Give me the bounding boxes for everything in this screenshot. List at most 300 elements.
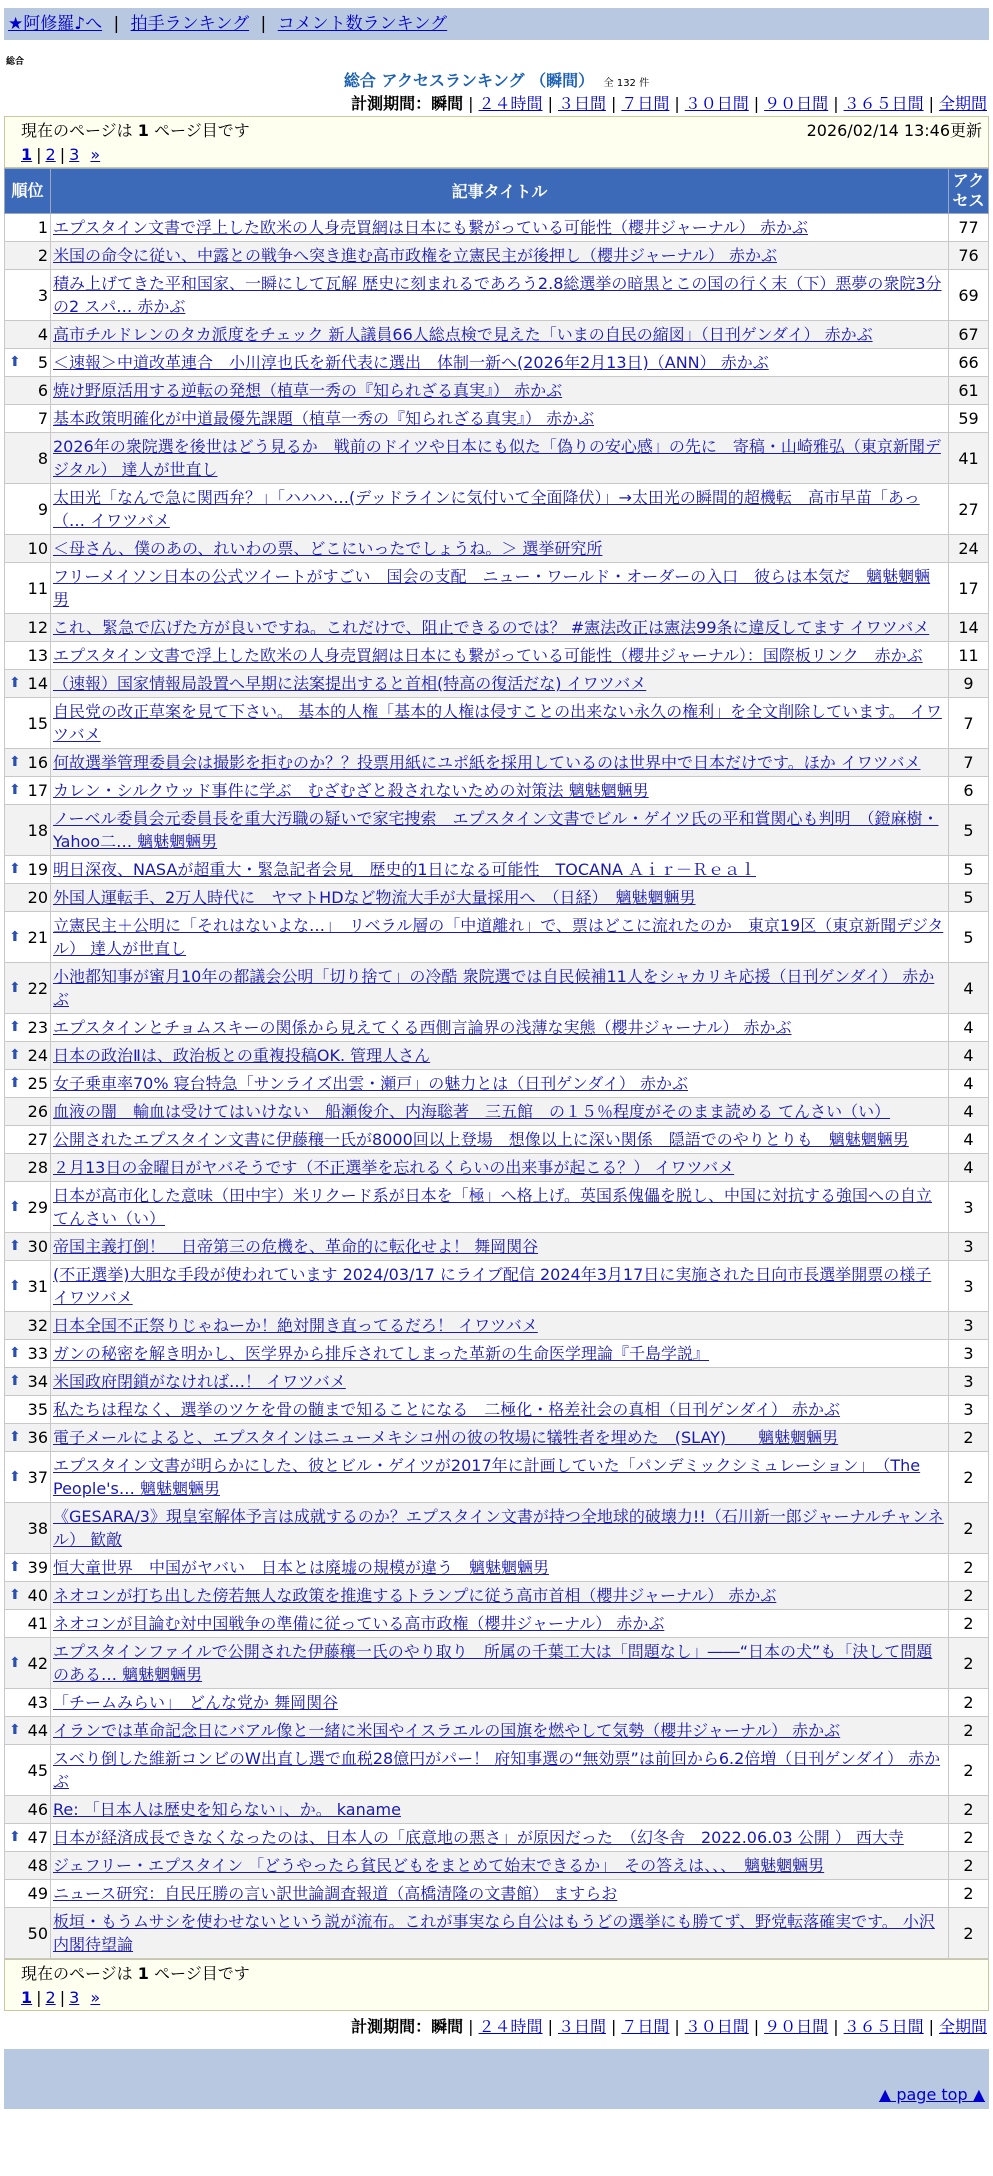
article-title-link[interactable]: 小池都知事が蜜月10年の都議会公明「切り捨て」の冷酷 衆院選では自民候補11人をシャカリキ応援（日刊ゲンダイ） 赤かぶ <box>53 967 935 1009</box>
rank-up-arrow-icon: ⬆ <box>9 1277 21 1294</box>
access-count: 2 <box>949 1582 989 1610</box>
table-row <box>5 912 989 963</box>
rank-cell <box>5 1233 51 1261</box>
rank-cell <box>5 1582 51 1610</box>
rank-number: 46 <box>27 1800 48 1819</box>
article-title-link[interactable]: 板垣・もうムサシを使わせないという説が流布。これが事実なら自公はもうどの選挙にも勝てず、野党転落確実です。 小沢内閣待望論 <box>53 1912 935 1954</box>
article-title-link[interactable]: エプスタイン文書で浮上した欧米の人身売買網は日本にも繋がっている可能性（櫻井ジャーナル） 赤かぶ <box>53 218 809 237</box>
article-title-link[interactable]: 積み上げてきた平和国家、一瞬にして瓦解 歴史に刻まれるであろう2.8総選挙の暗黒とこの国の行く末（下）悪夢の衆院3分の2 スパ… 赤かぶ <box>53 274 942 316</box>
access-count: 76 <box>949 242 989 270</box>
rank-cell <box>5 884 51 912</box>
article-title-link[interactable]: エプスタイン文書で浮上した欧米の人身売買網は日本にも繋がっている可能性（櫻井ジャーナル）：国際板リンク 赤かぶ <box>53 646 923 665</box>
period-link[interactable]: ２４時間 <box>478 94 543 113</box>
article-title-link[interactable]: エプスタインとチョムスキーの関係から見えてくる西側言論界の浅薄な実態（櫻井ジャーナル） 赤かぶ <box>53 1018 792 1037</box>
article-title-link[interactable]: イランでは革命記念日にバアル像と一緒に米国やイスラエルの国旗を燃やして気勢（櫻井ジャーナル） 赤かぶ <box>53 1721 841 1740</box>
rank-number: 45 <box>27 1760 48 1780</box>
page-1-link[interactable]: 1 <box>21 145 33 164</box>
rank-up-arrow-icon: ⬆ <box>9 1345 21 1361</box>
title-cell <box>51 1261 949 1312</box>
period-link[interactable]: ７日間 <box>621 94 670 113</box>
rank-cell <box>5 405 51 433</box>
rank-cell <box>5 1824 51 1852</box>
rank-cell <box>5 1452 51 1503</box>
rank-number: 40 <box>27 1586 48 1605</box>
article-title-link[interactable]: フリーメイソン日本の公式ツイートがすごい 国会の支配 ニュー・ワールド・オーダーの入口 彼らは本気だ 魑魅魍魎男 <box>53 567 931 609</box>
rank-number: 31 <box>27 1276 48 1296</box>
title-cell <box>51 349 949 377</box>
article-title-link[interactable]: 高市チルドレンのタカ派度をチェック 新人議員66人総点検で見えた「いまの自民の縮図」（日刊ゲンダイ） 赤かぶ <box>53 325 873 344</box>
article-title-link[interactable]: ネオコンが打ち出した傍若無人な政策を推進するトランプに従う高市首相（櫻井ジャーナル） 赤かぶ <box>53 1586 777 1605</box>
access-count: 66 <box>949 349 989 377</box>
page-info-box <box>4 116 989 168</box>
page-title-text: 総合 アクセスランキング （瞬間） <box>343 71 595 90</box>
title-cell <box>51 1745 949 1796</box>
rank-number: 43 <box>27 1693 48 1712</box>
table-row <box>5 614 989 642</box>
rank-cell <box>5 377 51 405</box>
title-cell <box>51 1554 949 1582</box>
article-title-link[interactable]: 何故選挙管理委員会は撮影を拒むのか？？投票用紙にユポ紙を採用しているのは世界中で日本だけです。ほか イワツバメ <box>53 753 921 772</box>
table-row <box>5 1396 989 1424</box>
rank-up-arrow-icon: ⬆ <box>9 1019 21 1035</box>
page-1-link[interactable]: 1 <box>21 1988 33 2007</box>
table-row <box>5 856 989 884</box>
article-title-link[interactable]: (不正選挙)大胆な手段が使われています 2024/03/17 にライブ配信 2024年3月17日に実施された日向市長選挙開票の様子 イワツバメ <box>53 1265 932 1307</box>
column-header-access: アクセス <box>949 169 989 214</box>
table-row <box>5 642 989 670</box>
access-count: 5 <box>949 912 989 963</box>
access-count: 2 <box>949 1796 989 1824</box>
title-cell <box>51 1126 949 1154</box>
rank-number: 22 <box>27 978 48 998</box>
article-title-link[interactable]: 自民党の改正草案を見て下さい。 基本的人権「基本的人権は侵すことの出来ない永久の権利」を全文削除しています。 イワツバメ <box>53 702 942 744</box>
period-label: 計測期間： <box>351 2017 432 2036</box>
next-page-link[interactable]: » <box>90 1988 101 2007</box>
rank-cell <box>5 1042 51 1070</box>
rank-cell <box>5 1503 51 1554</box>
table-row <box>5 1717 989 1745</box>
rank-cell <box>5 433 51 484</box>
table-row <box>5 214 989 242</box>
title-cell <box>51 377 949 405</box>
current-page-number: 1 <box>137 121 149 140</box>
rank-number: 8 <box>37 448 48 468</box>
table-row <box>5 1908 989 1959</box>
article-title-link[interactable]: 《GESARA/3》現皇室解体予言は成就するのか？エプスタイン文書が持つ全地球的破壊力!!（石川新一郎ジャーナルチャンネル） 歓敵 <box>53 1507 944 1549</box>
rank-number: 27 <box>27 1130 48 1149</box>
rank-number: 30 <box>27 1237 48 1256</box>
rank-number: 6 <box>37 381 48 400</box>
table-row <box>5 698 989 749</box>
rank-cell <box>5 214 51 242</box>
access-count: 11 <box>949 642 989 670</box>
access-count: 69 <box>949 270 989 321</box>
current-page-text: 現在のページは 1 ページ目です <box>21 121 250 140</box>
access-count: 3 <box>949 1233 989 1261</box>
title-cell <box>51 1852 949 1880</box>
access-count: 6 <box>949 777 989 805</box>
title-cell <box>51 1796 949 1824</box>
access-count: 41 <box>949 433 989 484</box>
rank-cell <box>5 1126 51 1154</box>
article-title-link[interactable]: 米国政府閉鎖がなければ…！ イワツバメ <box>53 1372 346 1391</box>
rank-cell <box>5 1880 51 1908</box>
column-header-rank: 順位 <box>5 169 51 214</box>
table-row <box>5 349 989 377</box>
access-count: 4 <box>949 1098 989 1126</box>
title-cell <box>51 1368 949 1396</box>
period-separator: | <box>753 94 760 113</box>
access-count: 2 <box>949 1824 989 1852</box>
table-row <box>5 1689 989 1717</box>
rank-up-arrow-icon: ⬆ <box>9 1075 21 1091</box>
period-link[interactable]: 全期間 <box>938 94 987 113</box>
period-link[interactable]: ２４時間 <box>478 2017 543 2036</box>
access-count: 14 <box>949 614 989 642</box>
title-cell <box>51 1717 949 1745</box>
title-cell <box>51 270 949 321</box>
title-cell <box>51 1154 949 1182</box>
title-cell <box>51 1452 949 1503</box>
rank-cell <box>5 856 51 884</box>
article-title-link[interactable]: Re: 「日本人は歴史を知らない」、か。 kaname <box>53 1800 401 1819</box>
period-link[interactable]: 全期間 <box>938 2017 987 2036</box>
rank-number: 41 <box>27 1614 48 1633</box>
rank-cell <box>5 642 51 670</box>
title-cell <box>51 614 949 642</box>
access-count: 5 <box>949 805 989 856</box>
period-link[interactable]: ３０日間 <box>684 2017 749 2036</box>
access-count: 2 <box>949 1880 989 1908</box>
period-separator: | <box>610 2017 617 2036</box>
rank-up-arrow-icon: ⬆ <box>9 1722 21 1738</box>
rank-cell <box>5 1689 51 1717</box>
rank-up-arrow-icon: ⬆ <box>9 928 21 945</box>
page-3-link[interactable]: 3 <box>69 145 80 164</box>
access-count: 2 <box>949 1717 989 1745</box>
access-count: 24 <box>949 535 989 563</box>
period-separator: | <box>928 94 934 113</box>
rank-cell <box>5 1098 51 1126</box>
article-title-link[interactable]: 公開されたエプスタイン文書に伊藤穰一氏が8000回以上登場 想像以上に深い関係 隠語でのやりとりも 魑魅魍魎男 <box>53 1130 909 1149</box>
rank-cell <box>5 1638 51 1689</box>
rank-cell <box>5 1154 51 1182</box>
article-title-link[interactable]: 帝国主義打倒！ 日帝第三の危機を、革命的に転化せよ！ 舞岡関谷 <box>53 1237 539 1256</box>
article-title-link[interactable]: 電子メールによると、エプスタインはニューメキシコ州の彼の牧場に犠牲者を埋めた (SLAY) 魑魅魍魎男 <box>53 1428 839 1447</box>
rank-up-arrow-icon: ⬆ <box>9 979 21 996</box>
article-title-link[interactable]: 日本全国不正祭りじゃねーか！絶対開き直ってるだろ！ イワツバメ <box>53 1316 538 1335</box>
article-title-link[interactable]: ２月13日の金曜日がヤバそうです（不正選挙を忘れるくらいの出来事が起こる？） イワツバメ <box>53 1158 735 1177</box>
period-link[interactable]: ９０日間 <box>764 2017 829 2036</box>
article-title-link[interactable]: ＜母さん、僕のあの、れいわの票、どこにいったでしょうね。＞ 選挙研究所 <box>53 539 603 558</box>
table-row <box>5 805 989 856</box>
page-3-link[interactable]: 3 <box>69 1988 80 2007</box>
rank-cell <box>5 749 51 777</box>
article-title-link[interactable]: ジェフリー・エプスタイン 「どうやったら貧民どもをまとめて始末できるか」 その答えは、、、 魑魅魍魎男 <box>53 1856 825 1875</box>
table-row <box>5 1340 989 1368</box>
title-cell <box>51 1182 949 1233</box>
table-row <box>5 1368 989 1396</box>
title-cell <box>51 1503 949 1554</box>
rank-cell <box>5 1396 51 1424</box>
rank-number: 23 <box>27 1018 48 1037</box>
page-2-link[interactable]: 2 <box>45 145 56 164</box>
rank-cell <box>5 912 51 963</box>
article-title-link[interactable]: 女子乗車率70% 寝台特急「サンライズ出雲・瀬戸」の魅力とは（日刊ゲンダイ） 赤かぶ <box>53 1074 689 1093</box>
article-title-link[interactable]: ガンの秘密を解き明かし、医学界から排斥されてしまった革新の生命医学理論『千島学説』 <box>53 1344 710 1363</box>
rank-up-arrow-icon: ⬆ <box>9 1654 21 1671</box>
rank-number: 36 <box>27 1428 48 1447</box>
rank-number: 12 <box>27 618 48 637</box>
period-selector-bottom <box>4 2015 989 2039</box>
rank-number: 28 <box>27 1158 48 1177</box>
table-row <box>5 1182 989 1233</box>
current-page-number: 1 <box>137 1964 149 1983</box>
table-row <box>5 1745 989 1796</box>
table-header-row <box>5 169 989 214</box>
nav-separator: | <box>113 14 120 34</box>
article-title-link[interactable]: カレン・シルクウッド事件に学ぶ むざむざと殺されないための対策法 魑魅魍魎男 <box>53 781 649 800</box>
rank-number: 20 <box>27 888 48 907</box>
access-count: 4 <box>949 1014 989 1042</box>
pagination-bottom: 1 | 2 | 3 » <box>21 1988 101 2007</box>
rank-up-arrow-icon: ⬆ <box>9 1429 21 1445</box>
title-cell <box>51 405 949 433</box>
clap-ranking-link[interactable]: 拍手ランキング <box>130 14 250 34</box>
rank-number: 49 <box>27 1884 48 1903</box>
rank-number: 26 <box>27 1102 48 1121</box>
period-link[interactable]: ９０日間 <box>764 94 829 113</box>
title-cell <box>51 642 949 670</box>
access-count: 2 <box>949 1452 989 1503</box>
table-row <box>5 535 989 563</box>
period-current: 瞬間 <box>431 94 464 113</box>
article-title-link[interactable]: ネオコンが目論む対中国戦争の準備に従っている高市政権（櫻井ジャーナル） 赤かぶ <box>53 1614 665 1633</box>
title-cell <box>51 1824 949 1852</box>
rank-number: 19 <box>27 860 48 879</box>
next-page-link[interactable]: » <box>90 145 101 164</box>
rank-up-arrow-icon: ⬆ <box>9 861 21 877</box>
rank-cell <box>5 670 51 698</box>
table-row <box>5 1014 989 1042</box>
title-cell <box>51 1424 949 1452</box>
period-separator: | <box>928 2017 934 2036</box>
rank-number: 2 <box>37 246 48 265</box>
page-2-link[interactable]: 2 <box>45 1988 56 2007</box>
period-link[interactable]: ３日間 <box>557 94 606 113</box>
access-count: 2 <box>949 1638 989 1689</box>
rank-number: 39 <box>27 1558 48 1577</box>
article-title-link[interactable]: 明日深夜、NASAが超重大・緊急記者会見 歴史的1日になる可能性 TOCANA Ａｉｒ－Ｒｅａｌ <box>53 860 756 879</box>
rank-cell <box>5 1312 51 1340</box>
rank-number: 42 <box>27 1653 48 1673</box>
article-title-link[interactable]: 日本の政治Ⅱは、政治板との重複投稿OK. 管理人さん <box>53 1046 431 1065</box>
title-cell <box>51 535 949 563</box>
rank-number: 50 <box>27 1923 48 1943</box>
access-count: 67 <box>949 321 989 349</box>
rank-up-arrow-icon: ⬆ <box>9 1829 21 1845</box>
table-row <box>5 1880 989 1908</box>
period-link[interactable]: ３６５日間 <box>843 2017 924 2036</box>
table-row <box>5 884 989 912</box>
page-top-link[interactable]: ▲ page top ▲ <box>878 2085 985 2104</box>
period-separator: | <box>468 94 474 113</box>
title-cell <box>51 321 949 349</box>
table-row <box>5 563 989 614</box>
article-title-link[interactable]: 恒大童世界 中国がヤバい 日本とは廃墟の規模が違う 魑魅魍魎男 <box>53 1558 550 1577</box>
table-row <box>5 1098 989 1126</box>
article-title-link[interactable]: 私たちは程なく、選挙のツケを骨の髄まで知ることになる 二極化・格差社会の真相（日刊ゲンダイ） 赤かぶ <box>53 1400 841 1419</box>
article-title-link[interactable]: 血液の闇 輸血は受けてはいけない 船瀬俊介、内海聡著 三五館 の１５％程度がそのまま読める てんさい（い） <box>53 1102 891 1121</box>
article-title-link[interactable]: 立憲民主＋公明に「それはないよな…」 リベラル層の「中道離れ」で、票はどこに流れたのか 東京19区（東京新聞デジタル） 達人が世直し <box>53 916 944 958</box>
table-row <box>5 377 989 405</box>
home-link[interactable]: ★阿修羅♪へ <box>8 14 103 34</box>
article-title-link[interactable]: 焼け野原活用する逆転の発想（植草一秀の『知られざる真実』） 赤かぶ <box>53 381 563 400</box>
article-title-link[interactable]: 2026年の衆院選を後世はどう見るか 戦前のドイツや日本にも似た「偽りの安心感」の先に 寄稿・山崎雅弘（東京新聞デジタル） 達人が世直し <box>53 437 941 479</box>
title-cell <box>51 1312 949 1340</box>
page-info-box-bottom <box>4 1959 989 2011</box>
period-link[interactable]: ３０日間 <box>684 94 749 113</box>
article-title-link[interactable]: エプスタイン文書が明らかにした、彼とビル・ゲイツが2017年に計画していた「パンデミックシミュレーション」 （The People's… 魑魅魍魎男 <box>53 1456 921 1498</box>
article-title-link[interactable]: 外国人運転手、2万人時代に ヤマトHDなど物流大手が大量採用へ （日経） 魑魅魍魎男 <box>53 888 696 907</box>
access-count: 4 <box>949 1042 989 1070</box>
access-count: 3 <box>949 1396 989 1424</box>
table-row <box>5 1610 989 1638</box>
title-cell <box>51 670 949 698</box>
title-cell <box>51 214 949 242</box>
access-count: 4 <box>949 1126 989 1154</box>
rank-up-arrow-icon: ⬆ <box>9 782 21 798</box>
table-row <box>5 484 989 535</box>
rank-cell <box>5 1554 51 1582</box>
article-title-link[interactable]: 太田光「なんで急に関西弁？」「ハハハ…(デッドラインに気付いて全面降伏）」→太田光の瞬間的超機転 高市早苗「あっ（… イワツバメ <box>53 488 920 530</box>
table-row <box>5 242 989 270</box>
rank-number: 16 <box>27 753 48 772</box>
rank-number: 37 <box>27 1467 48 1487</box>
access-count: 27 <box>949 484 989 535</box>
rank-cell <box>5 1796 51 1824</box>
rank-cell <box>5 535 51 563</box>
access-count: 5 <box>949 856 989 884</box>
pagination: 1 | 2 | 3 » <box>21 145 101 164</box>
article-title-link[interactable]: これ、緊急で広げた方が良いですね。これだけで、阻止できるのでは？ #憲法改正は憲法99条に違反してます イワツバメ <box>53 618 930 637</box>
rank-number: 14 <box>27 674 48 693</box>
article-title-link[interactable]: （速報）国家情報局設置へ早期に法案提出すると首相(特高の復活だな) イワツバメ <box>53 674 647 693</box>
period-link[interactable]: ３６５日間 <box>843 94 924 113</box>
table-row <box>5 1154 989 1182</box>
period-label: 計測期間： <box>351 94 432 113</box>
rank-up-arrow-icon: ⬆ <box>9 1468 21 1485</box>
column-header-title: 記事タイトル <box>51 169 949 214</box>
footer-bar <box>4 2049 989 2081</box>
rank-number: 9 <box>37 499 48 519</box>
rank-cell <box>5 1424 51 1452</box>
rank-up-arrow-icon: ⬆ <box>9 1198 21 1215</box>
table-row <box>5 1852 989 1880</box>
rank-up-arrow-icon: ⬆ <box>9 1373 21 1389</box>
article-title-link[interactable]: 日本が高市化した意味（田中宇）米リクード系が日本を「極」へ格上げ。英国系傀儡を脱し、中国に対抗する強国への自立 てんさい（い） <box>53 1186 933 1228</box>
nav-separator: | <box>260 14 267 34</box>
article-title-link[interactable]: ニュース研究：自民圧勝の言い訳世論調査報道（高橋清隆の文書館） ますらお <box>53 1884 618 1903</box>
table-row <box>5 270 989 321</box>
table-row <box>5 1261 989 1312</box>
table-row <box>5 1452 989 1503</box>
article-title-link[interactable]: スベり倒した維新コンビのW出直し選で血税28億円がパー！ 府知事選の“無効票”は前回から6.2倍増（日刊ゲンダイ） 赤かぶ <box>53 1749 941 1791</box>
rank-cell <box>5 614 51 642</box>
table-row <box>5 405 989 433</box>
article-title-link[interactable]: エプスタインファイルで公開された伊藤穰一氏のやり取り 所属の千葉工大は「問題なし」――“日本の犬”も「決して問題のある… 魑魅魍魎男 <box>53 1642 933 1684</box>
access-count: 3 <box>949 1340 989 1368</box>
access-count: 2 <box>949 1745 989 1796</box>
title-cell <box>51 484 949 535</box>
rank-cell <box>5 563 51 614</box>
title-cell <box>51 1233 949 1261</box>
access-count: 4 <box>949 1154 989 1182</box>
breadcrumb: 総合 <box>6 57 25 67</box>
rank-cell <box>5 321 51 349</box>
rank-number: 1 <box>37 218 48 237</box>
period-separator: | <box>674 2017 680 2036</box>
comment-ranking-link[interactable]: コメント数ランキング <box>277 14 448 34</box>
rank-number: 25 <box>27 1074 48 1093</box>
title-cell <box>51 698 949 749</box>
footer-bar-lower <box>4 2081 989 2109</box>
period-link[interactable]: ３日間 <box>557 2017 606 2036</box>
rank-number: 48 <box>27 1856 48 1875</box>
rank-up-arrow-icon: ⬆ <box>9 1587 21 1603</box>
access-count: 7 <box>949 698 989 749</box>
article-title-link[interactable]: 基本政策明確化が中道最優先課題（植草一秀の『知られざる真実』） 赤かぶ <box>53 409 595 428</box>
table-row <box>5 670 989 698</box>
period-separator: | <box>674 94 680 113</box>
table-row <box>5 1638 989 1689</box>
article-title-link[interactable]: ノーベル委員会元委員長を重大汚職の疑いで家宅捜索 エプスタイン文書でビル・ゲイツ氏の平和賞関心も判明 （鐙麻樹・Yahoo二… 魑魅魍魎男 <box>53 809 939 851</box>
article-title-link[interactable]: 「チームみらい」 どんな党か 舞岡関谷 <box>53 1693 339 1712</box>
rank-up-arrow-icon: ⬆ <box>9 1238 21 1254</box>
access-count: 3 <box>949 1368 989 1396</box>
rank-number: 44 <box>27 1721 48 1740</box>
article-title-link[interactable]: 米国の命令に従い、中露との戦争へ突き進む高市政権を立憲民主が後押し（櫻井ジャーナル） 赤かぶ <box>53 246 777 265</box>
article-title-link[interactable]: 日本が経済成長できなくなったのは、日本人の「底意地の悪さ」が原因だった （幻冬舎 2022.06.03 公開 ） 西大寺 <box>53 1828 904 1847</box>
rank-cell <box>5 1014 51 1042</box>
title-cell <box>51 1014 949 1042</box>
rank-number: 34 <box>27 1372 48 1391</box>
title-cell <box>51 1638 949 1689</box>
rank-cell <box>5 242 51 270</box>
rank-cell <box>5 777 51 805</box>
rank-number: 33 <box>27 1344 48 1363</box>
rank-cell <box>5 963 51 1014</box>
table-row <box>5 1796 989 1824</box>
top-nav-bar <box>4 8 989 40</box>
rank-number: 10 <box>27 539 48 558</box>
table-row <box>5 1312 989 1340</box>
current-page-text: 現在のページは 1 ページ目です <box>21 1964 250 1983</box>
access-count: 61 <box>949 377 989 405</box>
access-count: 17 <box>949 563 989 614</box>
rank-number: 47 <box>27 1828 48 1847</box>
table-row <box>5 433 989 484</box>
rank-cell <box>5 1745 51 1796</box>
title-cell <box>51 856 949 884</box>
period-link[interactable]: ７日間 <box>621 2017 670 2036</box>
access-count: 3 <box>949 1261 989 1312</box>
rank-up-arrow-icon: ⬆ <box>9 1559 21 1575</box>
title-cell <box>51 433 949 484</box>
article-title-link[interactable]: ＜速報＞中道改革連合 小川淳也氏を新代表に選出 体制一新へ(2026年2月13日)（ANN） 赤かぶ <box>53 353 769 372</box>
access-count: 77 <box>949 214 989 242</box>
table-row <box>5 1824 989 1852</box>
